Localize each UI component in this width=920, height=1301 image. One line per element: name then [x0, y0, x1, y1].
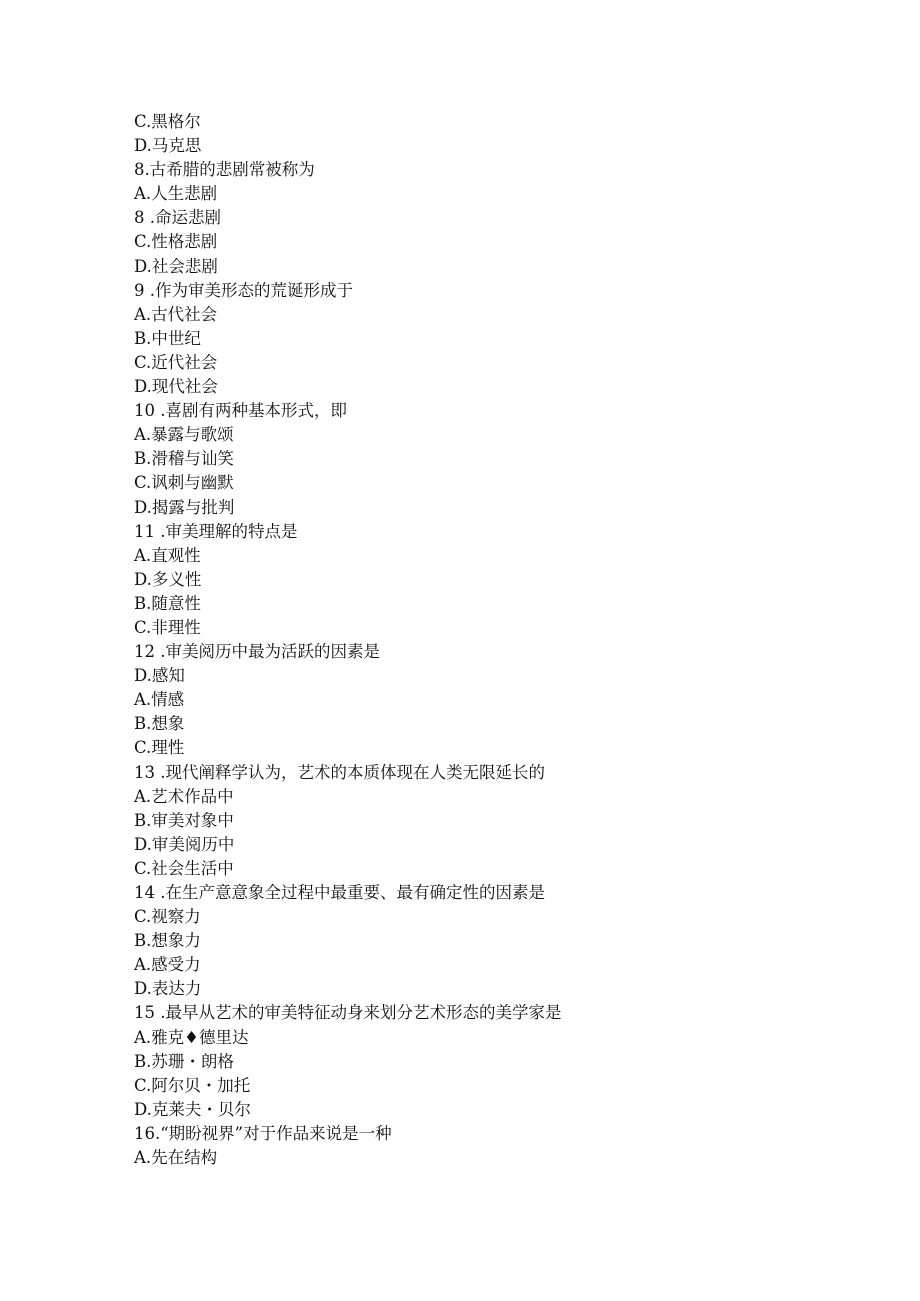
option-line: B.中世纪: [134, 328, 201, 348]
option-line: C.视察力: [134, 907, 201, 927]
option-line: A.暴露与歌颂: [134, 425, 234, 445]
option-line: B.滑稽与讪笑: [134, 449, 234, 469]
option-line: C.理性: [134, 738, 185, 758]
option-line: A.先在结构: [134, 1148, 218, 1168]
option-line: 8 .命运悲剧: [134, 208, 221, 228]
option-line: D.揭露与批判: [134, 497, 235, 517]
option-line: D.审美阅历中: [134, 834, 235, 854]
question-line: 9 .作为审美形态的荒诞形成于: [134, 280, 353, 300]
option-line: B.苏珊・朗格: [134, 1051, 234, 1071]
question-line: 8.古希腊的悲剧常被称为: [134, 160, 315, 180]
question-line: 15 .最早从艺术的审美特征动身来划分艺术形态的美学家是: [134, 1003, 562, 1023]
option-line: C.黑格尔: [134, 112, 201, 131]
option-line: D.表达力: [134, 979, 202, 999]
question-line: 16.“期盼视界”对于作品来说是一种: [134, 1123, 392, 1143]
question-line: 13 .现代阐释学认为，艺术的本质体现在人类无限延长的: [134, 762, 545, 782]
option-line: D.多义性: [134, 569, 202, 589]
option-line: A.情感: [134, 690, 185, 710]
option-line: C.讽刺与幽默: [134, 473, 234, 493]
option-line: A.直观性: [134, 545, 201, 565]
option-line: D.马克思: [134, 136, 202, 156]
option-line: D.现代社会: [134, 377, 218, 397]
question-line: 14 .在生产意意象全过程中最重要、最有确定性的因素是: [134, 883, 545, 902]
option-line: A.艺术作品中: [134, 786, 234, 806]
option-line: A.人生悲剧: [134, 184, 218, 204]
option-line: C.阿尔贝・加托: [134, 1075, 251, 1095]
question-line: 12 .审美阅历中最为活跃的因素是: [134, 642, 380, 662]
question-line: 10 .喜剧有两种基本形式，即: [134, 401, 347, 421]
option-line: C.近代社会: [134, 352, 218, 372]
document-body: [134, 110, 834, 1170]
question-line: 11 .审美理解的特点是: [134, 521, 298, 541]
option-line: B.想象: [134, 714, 185, 734]
option-line: C.非理性: [134, 617, 201, 637]
option-line: B.想象力: [134, 931, 201, 951]
option-line: D.克莱夫・贝尔: [134, 1099, 251, 1119]
option-line: B.审美对象中: [134, 810, 234, 830]
option-line: D.感知: [134, 666, 185, 686]
option-line: D.社会悲剧: [134, 256, 218, 276]
option-line: C.性格悲剧: [134, 232, 218, 252]
option-line: C.社会生活中: [134, 858, 234, 878]
option-line: A.雅克♦德里达: [134, 1027, 249, 1047]
option-line: A.古代社会: [134, 304, 218, 324]
option-line: B.随意性: [134, 593, 201, 613]
option-line: A.感受力: [134, 955, 201, 975]
